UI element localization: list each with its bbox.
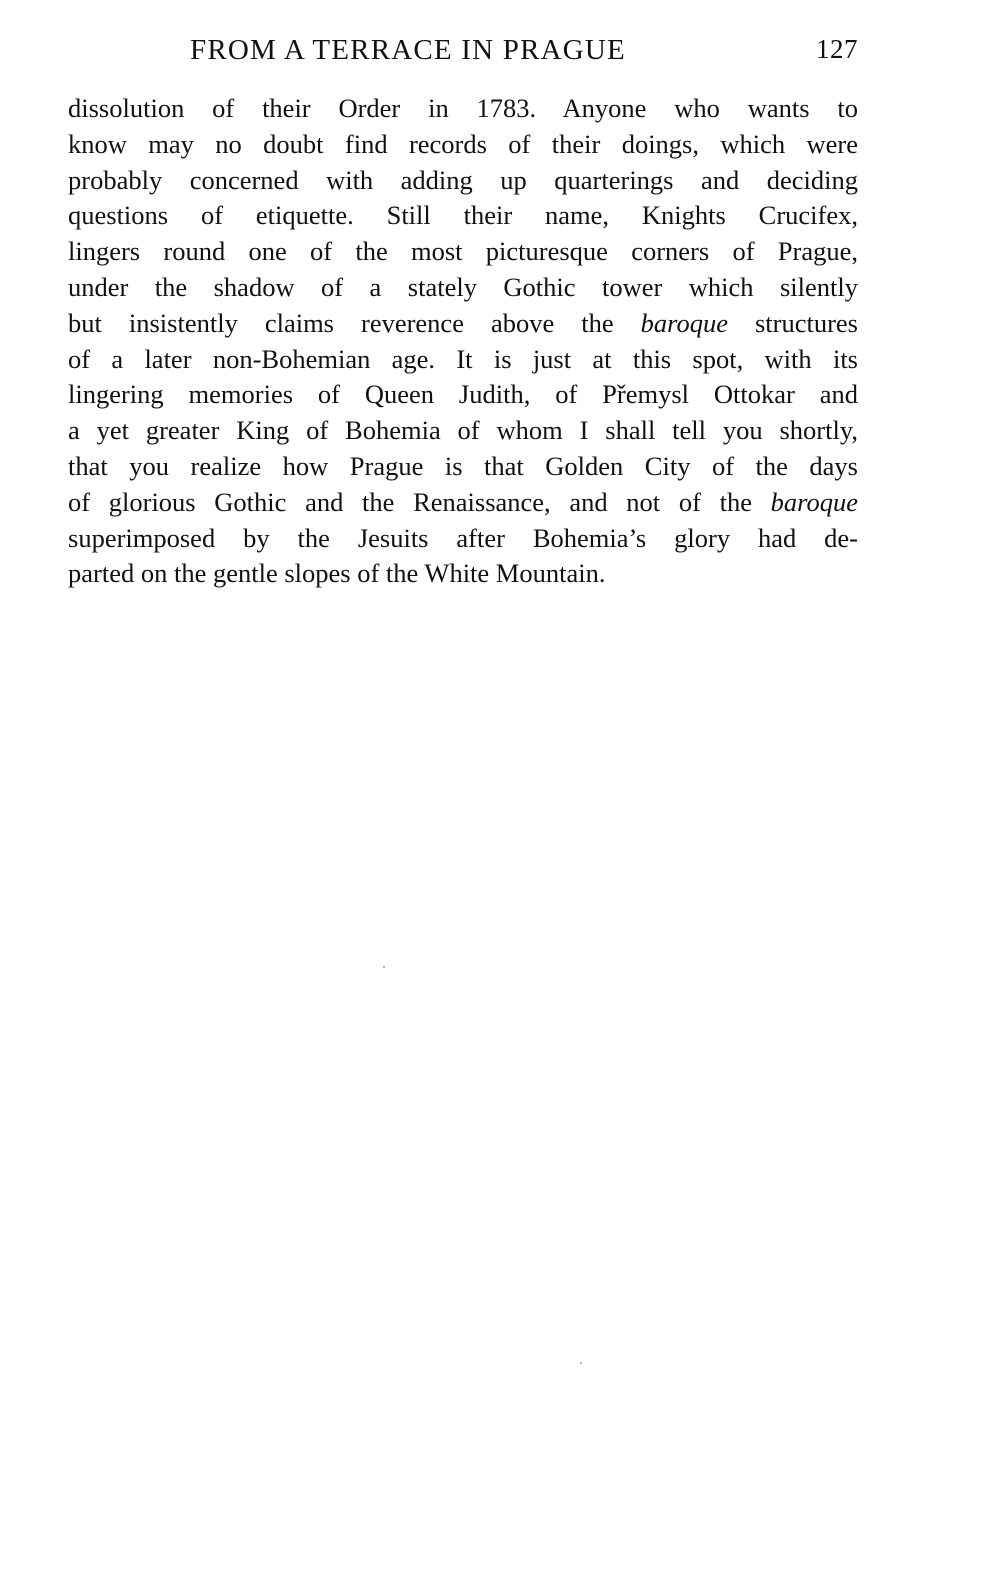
text-line: lingering memories of Queen Judith, of Přemysl Ottokar and	[68, 379, 858, 410]
scan-speck	[580, 1362, 582, 1364]
text-line: probably concerned with adding up quarterings and deciding	[68, 164, 858, 195]
text-line: of glorious Gothic and the Renaissance, and not of the baroque	[68, 486, 858, 517]
italic-term: baroque	[640, 307, 728, 338]
running-title: FROM A TERRACE IN PRAGUE	[190, 34, 626, 66]
italic-term: baroque	[770, 486, 858, 517]
text-line: parted on the gentle slopes of the White Mountain.	[68, 558, 606, 589]
body-paragraph	[68, 91, 858, 592]
text-line: dissolution of their Order in 1783. Anyone who wants to	[68, 93, 858, 123]
text-line: superimposed by the Jesuits after Bohemia’s glory had de-	[68, 522, 858, 553]
text-line: know may no doubt find records of their doings, which were	[68, 128, 858, 159]
text-line: a yet greater King of Bohemia of whom I shall tell you shortly,	[68, 415, 858, 446]
running-head	[68, 34, 858, 74]
text-line: but insistently claims reverence above the baroque structures	[68, 307, 858, 338]
text-line: under the shadow of a stately Gothic tower which silently	[68, 271, 858, 302]
page-number: 127	[816, 34, 858, 64]
text-line: lingers round one of the most picturesque corners of Prague,	[68, 236, 858, 267]
scan-speck	[383, 966, 385, 968]
text-line: of a later non-Bohemian age. It is just at this spot, with its	[68, 343, 858, 374]
text-line: that you realize how Prague is that Golden City of the days	[68, 450, 858, 481]
text-line: questions of etiquette. Still their name, Knights Crucifex,	[68, 200, 858, 231]
